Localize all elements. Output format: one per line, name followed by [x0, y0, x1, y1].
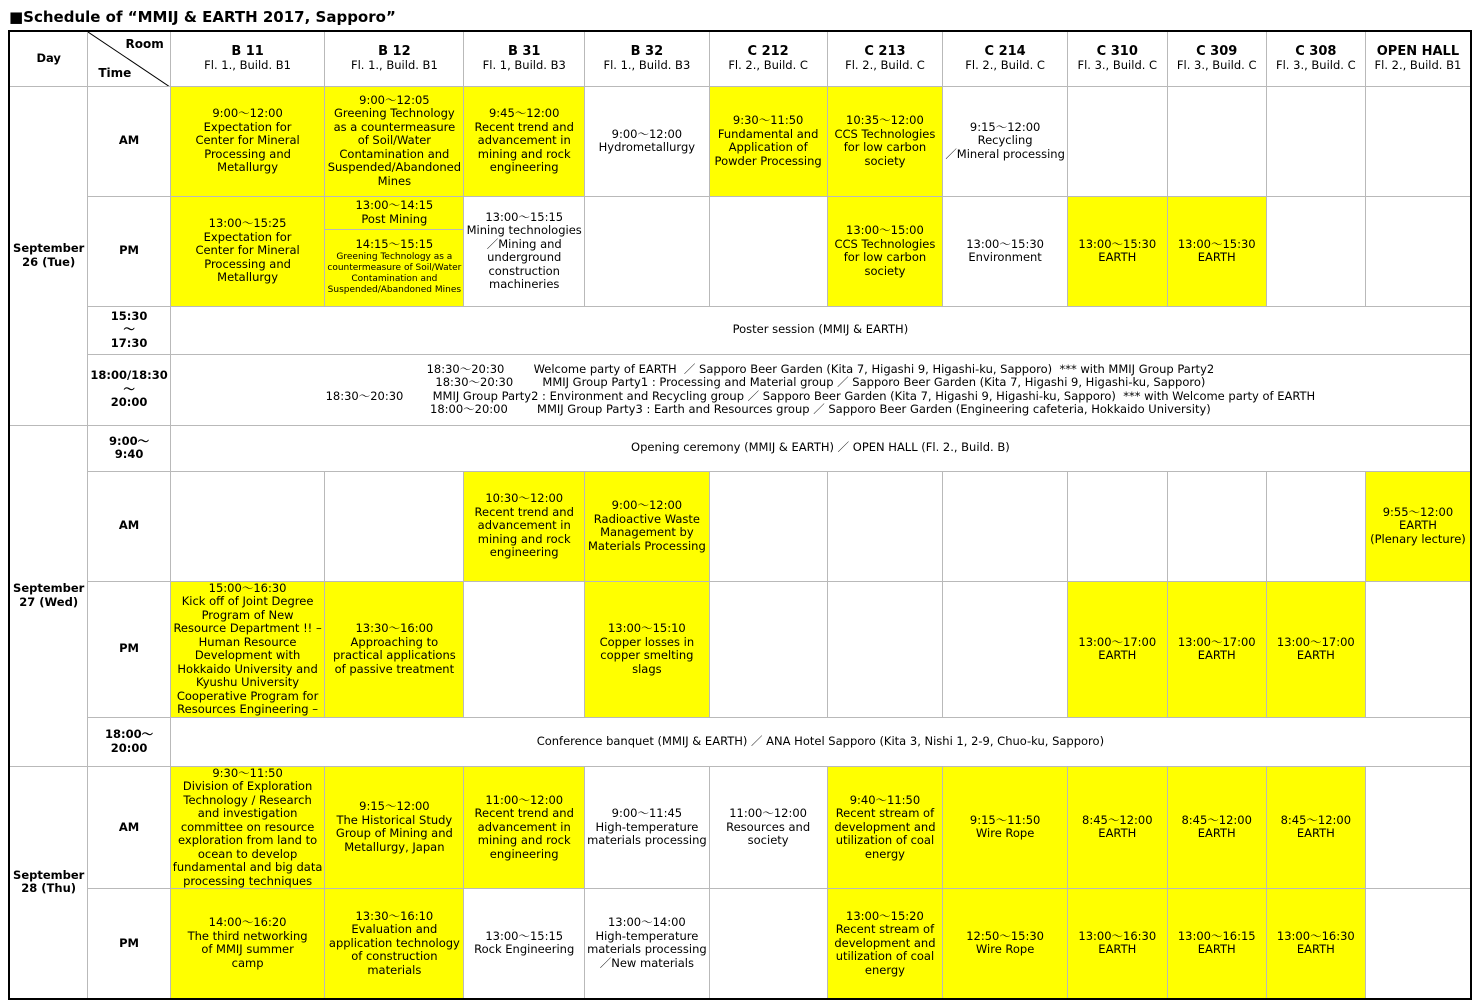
session-cell: 13:00～17:00 EARTH [1067, 581, 1167, 717]
session-time: 14:15～15:15 [355, 237, 434, 252]
empty-cell [1365, 889, 1471, 999]
session-cell: 13:00～15:00 CCS Technologies for low carbon society [827, 196, 943, 306]
header-row [9, 31, 1471, 86]
room-header-b32 [585, 31, 710, 86]
session-cell: 15:00～16:30 Kick off of Joint Degree Program of New Resource Department !! – Human Resource Development with Hokkaido University and Kyushu University Cooperative Program for Resources Engineering – [170, 581, 325, 717]
room-name: B 11 [231, 44, 264, 60]
room-time-header [88, 31, 170, 86]
empty-cell [1167, 471, 1266, 581]
session-cell: 9:00～12:00 Hydrometallurgy [585, 86, 710, 196]
day-label-sep27: September 27 (Wed) [9, 425, 88, 766]
room-location: Fl. 1., Build. B1 [350, 57, 438, 72]
session-cell: 13:00～15:25 Expectation for Center for Mineral Processing and Metallurgy [170, 196, 325, 306]
room-header-c308 [1266, 31, 1365, 86]
room-location: Fl. 1., Build. B1 [204, 57, 291, 72]
session-cell: 13:00～16:30 EARTH [1266, 889, 1365, 999]
room-name: B 12 [378, 44, 411, 60]
slot-party-time: 18:00/18:30 ～ 20:00 [88, 354, 170, 425]
page-title: ■Schedule of “MMIJ & EARTH 2017, Sapporo” [9, 8, 396, 26]
room-header-b12 [325, 31, 464, 86]
day-header: Day [9, 31, 88, 86]
slot-am: AM [88, 471, 170, 581]
empty-cell [1067, 471, 1167, 581]
opening-ceremony: Opening ceremony (MMIJ & EARTH) ／ OPEN HALL (Fl. 2., Build. B) [170, 425, 1471, 471]
room-location: Fl. 1., Build. B3 [603, 57, 691, 72]
room-name: C 309 [1196, 44, 1238, 60]
empty-cell [1365, 196, 1471, 306]
row-d26-poster [9, 306, 1471, 354]
day-label-sep26: September 26 (Tue) [9, 86, 88, 425]
day-label-sep28: September 28 (Thu) [9, 766, 88, 999]
slot-poster-time: 15:30 ～ 17:30 [88, 306, 170, 354]
slot-pm: PM [88, 196, 170, 306]
room-name: C 213 [864, 44, 906, 60]
room-location: Fl. 2., Build. B1 [1374, 57, 1462, 72]
row-d26-am [9, 86, 1471, 196]
row-d26-pm-a [9, 196, 1471, 229]
party-item: 18:00～20:00 MMIJ Group Party3 : Earth and Resources group ／ Sapporo Beer Garden (Engineering cafeteria, Hokkaido University) [430, 402, 1211, 416]
room-name: B 31 [507, 44, 541, 60]
party-item: 18:30～20:30 Welcome party of EARTH ／ Sapporo Beer Garden (Kita 7, Higashi 9, Higashi-ku, Sapporo) *** with MMIJ Group Party2 [426, 361, 1215, 376]
room-header-b11 [170, 31, 325, 86]
room-location: Fl. 2., Build. C [845, 57, 925, 72]
empty-cell [325, 471, 464, 581]
slot-banquet-time: 18:00～ 20:00 [88, 717, 170, 766]
empty-cell [709, 581, 827, 717]
row-d28-pm [9, 889, 1471, 999]
empty-cell [170, 471, 325, 581]
empty-cell [943, 581, 1068, 717]
room-header-open-hall [1365, 31, 1471, 86]
session-cell: 9:00～12:00 Expectation for Center for Mineral Processing and Metallurgy [170, 86, 325, 196]
room-header-c213 [827, 31, 943, 86]
session-cell: 13:30～16:10 Evaluation and application technology of construction materials [325, 889, 464, 999]
row-d27-opening [9, 425, 1471, 471]
schedule-table [8, 30, 1472, 1000]
session-cell: 13:00～15:30 EARTH [1067, 196, 1167, 306]
session-cell: 9:00～11:45 High-temperature materials processing [585, 766, 710, 889]
session-cell: 9:00～12:05 Greening Technology as a countermeasure of Soil/Water Contamination and Suspended/Abandoned Mines [325, 86, 464, 196]
session-cell: 13:00～14:15 Post Mining [325, 196, 464, 229]
session-cell: 8:45～12:00 EARTH [1167, 766, 1266, 889]
session-cell: 13:30～16:00 Approaching to practical applications of passive treatment [325, 581, 464, 717]
row-d28-am [9, 766, 1471, 889]
room-header-c214 [943, 31, 1068, 86]
empty-cell [827, 471, 943, 581]
room-header-b31 [464, 31, 585, 86]
session-cell: 9:55～12:00 EARTH (Plenary lecture) [1365, 471, 1471, 581]
empty-cell [585, 196, 710, 306]
room-name: OPEN HALL [1376, 44, 1460, 60]
session-cell: 11:00～12:00 Resources and society [709, 766, 827, 889]
row-d26-parties [9, 354, 1471, 425]
room-location: Fl. 3., Build. C [1176, 57, 1257, 72]
session-title: Greening Technology as a countermeasure of Soil/Water Contamination and Suspended/Abandoned Mines [327, 251, 462, 296]
session-cell: 14:00～16:20 The third networking of MMIJ summer camp [170, 889, 325, 999]
room-header-c309 [1167, 31, 1266, 86]
session-cell: 9:40～11:50 Recent stream of development and utilization of coal energy [827, 766, 943, 889]
room-header-c310 [1067, 31, 1167, 86]
slot-pm: PM [88, 581, 170, 717]
room-name: C 212 [747, 44, 789, 60]
room-location: Fl. 3., Build. C [1077, 57, 1158, 72]
room-name: C 214 [984, 44, 1026, 60]
session-cell: 8:45～12:00 EARTH [1266, 766, 1365, 889]
time-header-label: Time [98, 66, 132, 80]
session-cell: 13:00～15:15 Rock Engineering [464, 889, 585, 999]
party-item: 18:30～20:30 MMIJ Group Party1 : Processing and Material group ／ Sapporo Beer Garden (Kita 7, Higashi 9, Higashi-ku, Sapporo) [435, 375, 1206, 389]
session-cell: 13:00～17:00 EARTH [1167, 581, 1266, 717]
empty-cell [1365, 581, 1471, 717]
session-cell: 13:00～15:30 EARTH [1167, 196, 1266, 306]
session-cell [325, 229, 464, 306]
session-cell: 9:15～11:50 Wire Rope [943, 766, 1068, 889]
session-cell: 13:00～15:10 Copper losses in copper smelting slags [585, 581, 710, 717]
session-cell: 9:45～12:00 Recent trend and advancement in mining and rock engineering [464, 86, 585, 196]
session-cell: 8:45～12:00 EARTH [1067, 766, 1167, 889]
session-cell: 13:00～14:00 High-temperature materials processing ／New materials [585, 889, 710, 999]
empty-cell [1266, 196, 1365, 306]
session-cell: 13:00～15:30 Environment [943, 196, 1068, 306]
empty-cell [1067, 86, 1167, 196]
session-cell: 11:00～12:00 Recent trend and advancement in mining and rock engineering [464, 766, 585, 889]
room-name: C 308 [1295, 44, 1337, 60]
row-d27-pm [9, 581, 1471, 717]
slot-pm: PM [88, 889, 170, 999]
empty-cell [1266, 86, 1365, 196]
empty-cell [1266, 471, 1365, 581]
session-cell: 13:00～16:30 EARTH [1067, 889, 1167, 999]
empty-cell [827, 581, 943, 717]
session-cell: 9:30～11:50 Division of Exploration Technology / Research and investigation committee on resource exploration from land to ocean to develop fundamental and big data processing techniques [170, 766, 325, 889]
session-cell: 9:30～11:50 Fundamental and Application of Powder Processing [709, 86, 827, 196]
session-cell: 13:00～16:15 EARTH [1167, 889, 1266, 999]
empty-cell [943, 471, 1068, 581]
room-location: Fl. 2., Build. C [728, 57, 808, 72]
empty-cell [464, 581, 585, 717]
session-cell: 9:15～12:00 Recycling ／Mineral processing [943, 86, 1068, 196]
session-cell: 13:00～15:20 Recent stream of development and utilization of coal energy [827, 889, 943, 999]
slot-am: AM [88, 86, 170, 196]
empty-cell [1365, 766, 1471, 889]
room-name: B 32 [630, 44, 664, 60]
row-d27-am [9, 471, 1471, 581]
room-location: Fl. 2., Build. C [965, 57, 1045, 72]
session-cell: 9:15～12:00 The Historical Study Group of Mining and Metallurgy, Japan [325, 766, 464, 889]
session-cell: 10:30～12:00 Recent trend and advancement in mining and rock engineering [464, 471, 585, 581]
room-location: Fl. 1, Build. B3 [482, 57, 566, 72]
room-header-label: Room [125, 37, 164, 51]
party-list [170, 354, 1471, 425]
poster-session: Poster session (MMIJ & EARTH) [170, 306, 1471, 354]
room-header-c212 [709, 31, 827, 86]
empty-cell [1365, 86, 1471, 196]
room-name: C 310 [1096, 44, 1138, 60]
session-cell: 9:00～12:00 Radioactive Waste Management by Materials Processing [585, 471, 710, 581]
row-d27-banquet [9, 717, 1471, 766]
session-cell: 13:00～17:00 EARTH [1266, 581, 1365, 717]
conference-banquet: Conference banquet (MMIJ & EARTH) ／ ANA Hotel Sapporo (Kita 3, Nishi 1, 2-9, Chuo-ku, Sapporo) [170, 717, 1471, 766]
session-cell: 13:00～15:15 Mining technologies ／Mining and underground construction machineries [464, 196, 585, 306]
empty-cell [709, 889, 827, 999]
session-cell: 10:35～12:00 CCS Technologies for low carbon society [827, 86, 943, 196]
empty-cell [709, 471, 827, 581]
slot-am: AM [88, 766, 170, 889]
session-cell: 12:50～15:30 Wire Rope [943, 889, 1068, 999]
room-location: Fl. 3., Build. C [1276, 57, 1356, 72]
slot-opening-time: 9:00～ 9:40 [88, 425, 170, 471]
empty-cell [1167, 86, 1266, 196]
empty-cell [709, 196, 827, 306]
party-item: 18:30～20:30 MMIJ Group Party2 : Environment and Recycling group ／ Sapporo Beer Garden (Kita 7, Higashi 9, Higashi-ku, Sapporo) *** with Welcome party of EARTH [325, 388, 1316, 403]
